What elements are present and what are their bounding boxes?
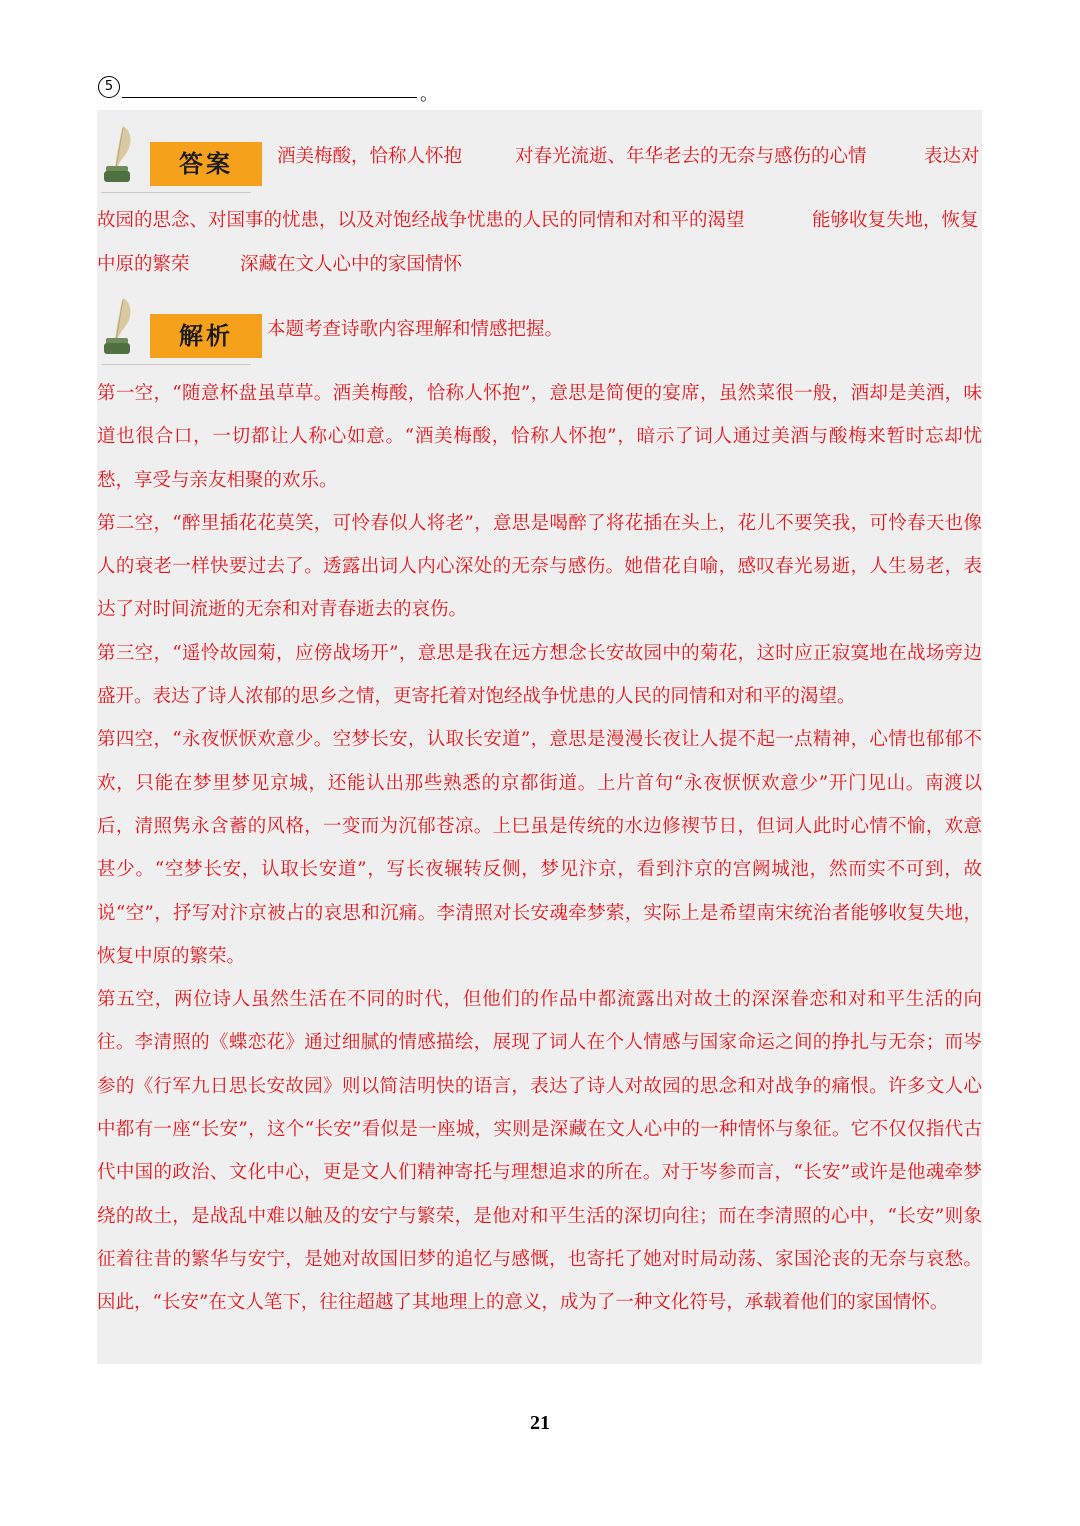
- analysis-body: [97, 372, 982, 1325]
- analysis-paragraph-3: 第三空，“遥怜故园菊，应傍战场开”，意思是我在远方想念长安故园中的菊花，这时应正寂寞地在战场旁边盛开。表达了诗人浓郁的思乡之情，更寄托着对饱经战争忧患的人民的同情和对和平的渴望。: [97, 642, 982, 708]
- question-end-mark: 。: [420, 84, 438, 105]
- page-number: 21: [530, 1412, 550, 1434]
- answer-item-5: 深藏在文人心中的家国情怀: [240, 254, 463, 275]
- question-number-circle: 5: [98, 76, 120, 98]
- analysis-badge: 解析: [150, 314, 262, 358]
- answer-item-4b: 中原的繁荣: [97, 254, 190, 275]
- analysis-paragraph-1: 第一空，“随意杯盘虽草草。酒美梅酸，恰称人怀抱”，意思是简便的宴席，虽然菜很一般，酒却是美酒，味道也很合口，一切都让人称心如意。“酒美梅酸，恰称人怀抱”，暗示了词人通过美酒与酸梅来暂时忘却忧愁，享受与亲友相聚的欢乐。: [97, 383, 982, 491]
- answer-item-2: 对春光流逝、年华老去的无奈与感伤的心情: [515, 146, 867, 167]
- answer-panel: [97, 110, 982, 1364]
- analysis-paragraph-5: 第五空，两位诗人虽然生活在不同的时代，但他们的作品中都流露出对故土的深深眷恋和对和平生活的向往。李清照的《蝶恋花》通过细腻的情感描绘，展现了词人在个人情感与国家命运之间的挣扎与无奈；而岑参的《行军九日思长安故园》则以简洁明快的语言，表达了诗人对故园的思念和对战争的痛恨。许多文人心中都有一座“长安”，这个“长安”看似是一座城，实则是深藏在文人心中的一种情怀与象征。它不仅仅指代古代中国的政治、文化中心，更是文人们精神寄托与理想追求的所在。对于岑参而言，“长安”或许是他魂牵梦绕的故土，是战乱中难以触及的安宁与繁荣，是他对和平生活的深切向往；而在李清照的心中，“长安”则象征着往昔的繁华与安宁，是她对故国旧梦的追忆与感慨，也寄托了她对时局动荡、家国沦丧的无奈与哀愁。因此，“长安”在文人笔下，往往超越了其地理上的意义，成为了一种文化符号，承载着他们的家国情怀。: [97, 989, 982, 1314]
- answer-item-1: 酒美梅酸，恰称人怀抱: [277, 146, 463, 167]
- analysis-intro: 本题考查诗歌内容理解和情感把握。: [267, 319, 564, 340]
- analysis-paragraph-4: 第四空，“永夜恹恹欢意少。空梦长安，认取长安道”，意思是漫漫长夜让人提不起一点精神，心情也郁郁不欢，只能在梦里梦见京城，还能认出那些熟悉的京都街道。上片首句“永夜恹恹欢意少”开门见山。南渡以后，清照隽永含蓄的风格，一变而为沉郁苍凉。上巳虽是传统的水边修禊节日，但词人此时心情不愉，欢意甚少。“空梦长安，认取长安道”，写长夜辗转反侧，梦见汴京，看到汴京的宫阙城池，然而实不可到，故说“空”，抒写对汴京被占的哀思和沉痛。李清照对长安魂牵梦萦，实际上是希望南宋统治者能够收复失地，恢复中原的繁荣。: [97, 729, 982, 967]
- answer-blank-line: [122, 97, 417, 98]
- answer-badge: 答案: [150, 142, 262, 186]
- analysis-badge-group: [97, 296, 267, 368]
- question-5-line: [98, 76, 518, 105]
- badge-underline: [101, 192, 251, 193]
- quill-ink-icon: [101, 296, 135, 356]
- badge-underline: [101, 364, 251, 365]
- answer-item-4a: 能够收复失地，恢复: [812, 210, 979, 231]
- answer-badge-group: [97, 124, 267, 196]
- quill-ink-icon: [101, 124, 135, 184]
- answer-item-3a: 表达对: [924, 146, 980, 167]
- answer-item-3b: 故园的思念、对国事的忧患，以及对饱经战争忧患的人民的同情和对和平的渴望: [97, 210, 745, 231]
- analysis-paragraph-2: 第二空，“醉里插花花莫笑，可怜春似人将老”，意思是喝醉了将花插在头上，花儿不要笑我，可怜春天也像人的衰老一样快要过去了。透露出词人内心深处的无奈与感伤。她借花自喻，感叹春光易逝，人生易老，表达了对时间流逝的无奈和对青春逝去的哀伤。: [97, 512, 982, 621]
